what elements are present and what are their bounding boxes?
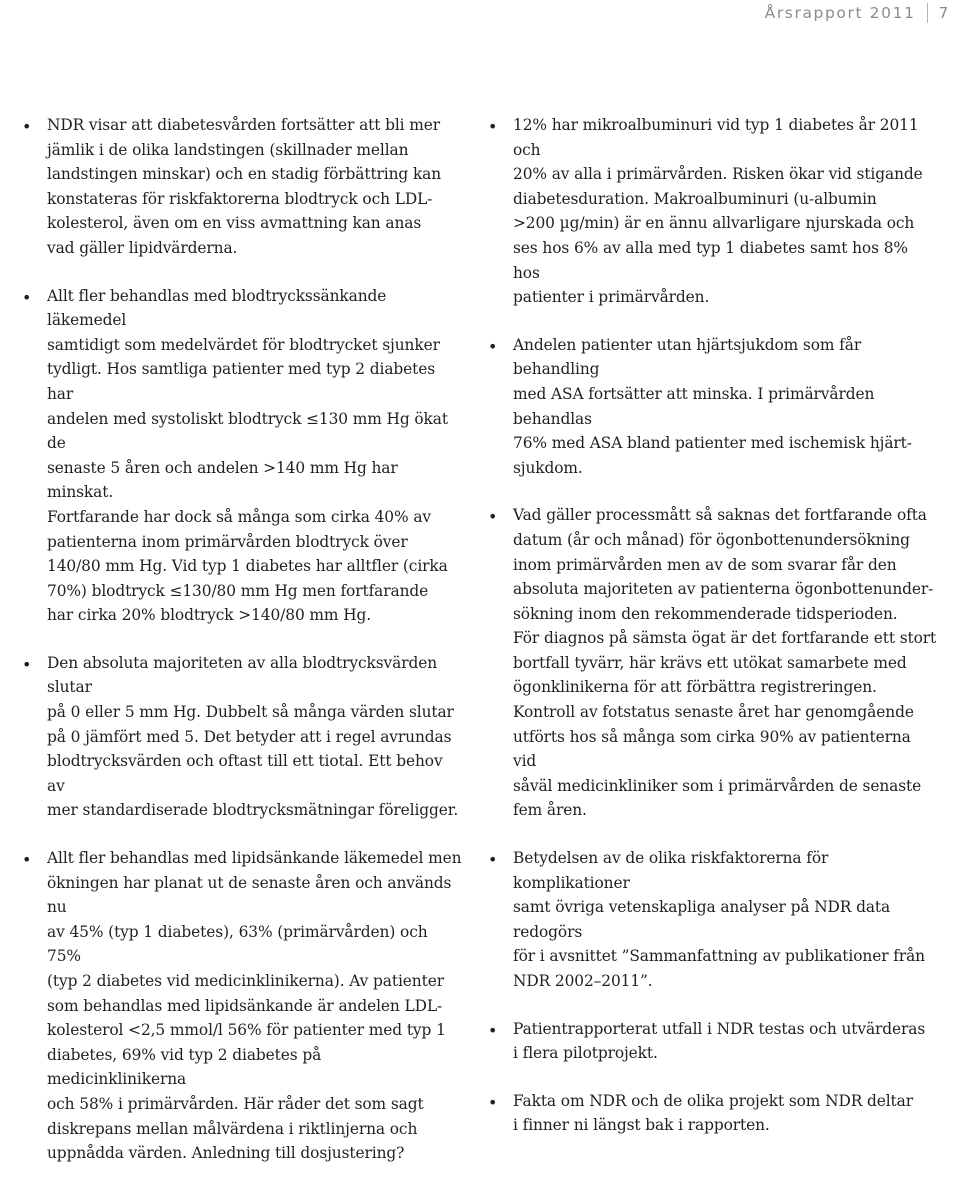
bullet-item bbox=[488, 503, 938, 823]
bullet-icon: • bbox=[22, 287, 32, 307]
bullet-icon: • bbox=[488, 117, 498, 136]
bullet-icon: • bbox=[22, 850, 32, 870]
bullet-icon: • bbox=[488, 1020, 498, 1040]
bullet-item bbox=[22, 113, 462, 261]
bullet-text: 12% har mikroalbuminuri vid typ 1 diabetes år 2011 och 20% av alla i primärvården. Risken ökar vid stigande diabetesduration. Makroalbuminuri (u-albumin >200 µg/min) är en ännu allvarligare njurskada och ses hos 6% av alla med typ 1 diabetes samt hos 8% hos patienter i primärvården. bbox=[513, 116, 923, 307]
bullet-item bbox=[488, 1089, 938, 1138]
bullet-text: Allt fler behandlas med blodtryckssänkande läkemedel samtidigt som medelvärdet för blodtrycket sjunker tydligt. Hos samtliga patienter med typ 2 diabetes har andelen med systoliskt blodtryck ≤130 mm Hg ökat de senaste 5 åren och andelen >140 mm Hg har minskat. Fortfarande har dock så många som cirka 40% av patienterna inom primärvården blodtryck över 140/80 mm Hg. Vid typ 1 diabetes har alltfler (cirka 70%) blodtryck ≤130/80 mm Hg men fortfarande har cirka 20% blodtryck >140/80 mm Hg. bbox=[47, 286, 448, 625]
header-divider bbox=[927, 3, 928, 23]
bullet-item bbox=[488, 1017, 938, 1066]
page-header bbox=[765, 2, 950, 24]
bullet-icon: • bbox=[488, 507, 498, 527]
report-title: Årsrapport 2011 bbox=[764, 4, 916, 22]
bullet-icon: • bbox=[22, 117, 32, 136]
bullet-text: Vad gäller processmått så saknas det fortfarande ofta datum (år och månad) för ögonbottenundersökning inom primärvården men av de som svarar får den absoluta majoriteten av patienterna ögonbottenunder- sökning inom den rekommenderade tidsperioden. För diagnos på sämsta ögat är det fortfarande ett stort bortfall tyvärr, här krävs ett utökat samarbete med ögonklinikerna för att förbättra registreringen. Kontroll av fotstatus senaste året har genomgående utförts hos så många som cirka 90% av patienterna vid såväl medicinkliniker som i primärvården de senaste fem åren. bbox=[513, 506, 937, 820]
page-number: 7 bbox=[938, 4, 950, 22]
bullet-text: Allt fler behandlas med lipidsänkande läkemedel men ökningen har planat ut de senaste åren och används nu av 45% (typ 1 diabetes), 63% (primärvården) och 75% (typ 2 diabetes vid medicinklinikerna). Av patienter som behandlas med lipidsänkande är andelen LDL- kolesterol <2,5 mmol/l 56% för patienter med typ 1 diabetes, 69% vid typ 2 diabetes på medicinklinikerna och 58% i primärvården. Här råder det som sagt diskrepans mellan målvärdena i riktlinjerna och uppnådda värden. Anledning till dosjustering? bbox=[47, 849, 462, 1163]
bullet-icon: • bbox=[22, 654, 32, 674]
bullet-icon: • bbox=[488, 336, 498, 356]
bullet-icon: • bbox=[488, 850, 498, 870]
bullet-item bbox=[22, 651, 462, 823]
right-column bbox=[488, 113, 938, 1161]
bullet-item bbox=[22, 846, 462, 1166]
bullet-text: Fakta om NDR och de olika projekt som NDR deltar i finner ni längst bak i rapporten. bbox=[513, 1091, 913, 1135]
left-column bbox=[22, 113, 462, 1189]
bullet-text: Andelen patienter utan hjärtsjukdom som får behandling med ASA fortsätter att minska. I primärvården behandlas 76% med ASA bland patienter med ischemisk hjärt- sjukdom. bbox=[513, 335, 912, 477]
bullet-item bbox=[488, 113, 938, 310]
bullet-text: Patientrapporterat utfall i NDR testas och utvärderas i flera pilotprojekt. bbox=[513, 1019, 926, 1063]
bullet-text: NDR visar att diabetesvården fortsätter att bli mer jämlik i de olika landstingen (skillnader mellan landstingen minskar) och en stadig förbättring kan konstateras för riskfaktorerna blodtryck och LDL- kolesterol, även om en viss avmattning kan anas vad gäller lipidvärderna. bbox=[47, 116, 442, 257]
bullet-icon: • bbox=[488, 1092, 498, 1112]
bullet-text: Den absoluta majoriteten av alla blodtrycksvärden slutar på 0 eller 5 mm Hg. Dubbelt så många värden slutar på 0 jämfört med 5. Det betyder att i regel avrundas blodtrycksvärden och oftast till ett tiotal. Ett behov av mer standardiserade blodtrycksmätningar föreligger. bbox=[47, 653, 459, 820]
bullet-item bbox=[488, 333, 938, 481]
bullet-item bbox=[488, 846, 938, 994]
bullet-text: Betydelsen av de olika riskfaktorerna för komplikationer samt övriga vetenskapliga analyser på NDR data redogörs för i avsnittet ”Sammanfattning av publikationer från NDR 2002–2011”. bbox=[513, 849, 925, 990]
bullet-item bbox=[22, 284, 462, 628]
